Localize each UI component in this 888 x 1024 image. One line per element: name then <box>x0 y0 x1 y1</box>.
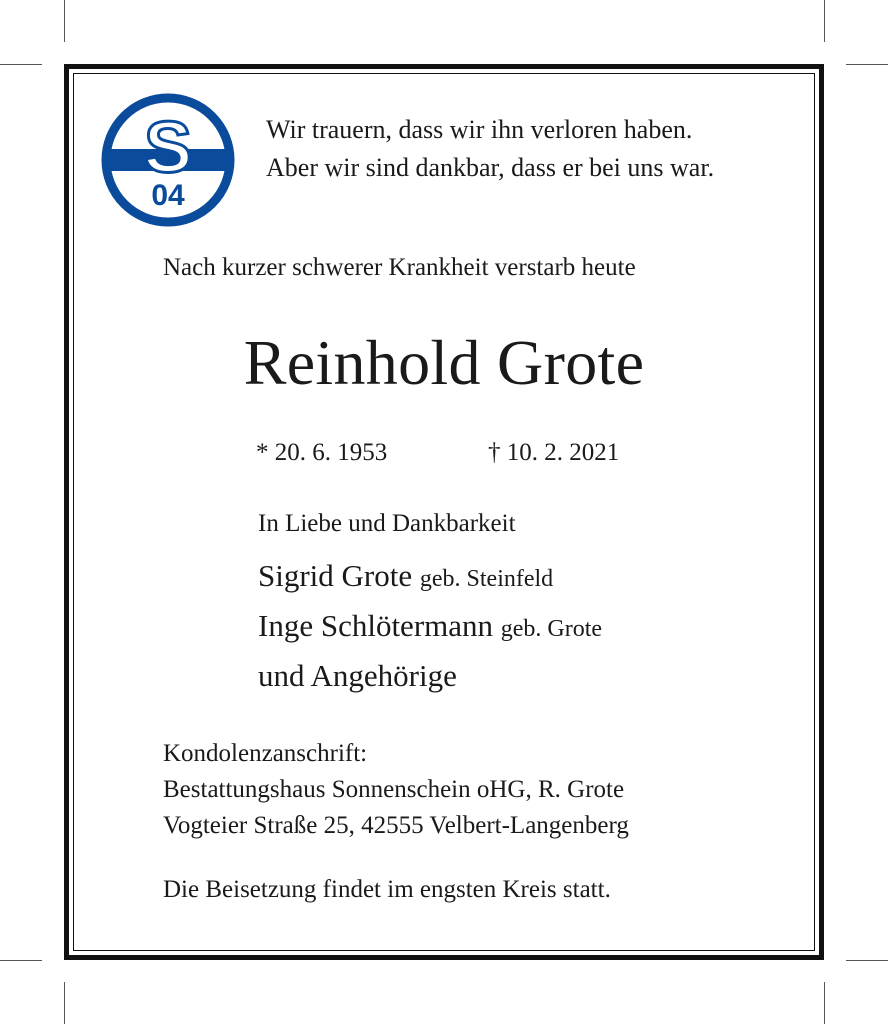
birth-date: * 20. 6. 1953 <box>256 439 388 466</box>
condolence-heading: Kondolenzanschrift: <box>163 740 368 767</box>
condolence-line-2: Vogteier Straße 25, 42555 Velbert-Langenberg <box>163 812 629 839</box>
closing-line: In Liebe und Dankbarkeit <box>258 510 516 537</box>
mourner-name: Sigrid Grote <box>258 558 413 593</box>
motto-line-2: Aber wir sind dankbar, dass er bei uns war. <box>266 153 715 182</box>
condolence-line-1: Bestattungshaus Sonnenschein oHG, R. Grote <box>163 776 625 803</box>
condolence-address <box>163 736 629 844</box>
mourner-maiden-name: geb. Steinfeld <box>419 566 554 592</box>
crop-mark <box>824 982 825 1024</box>
funeral-note: Die Beisetzung findet im engsten Kreis statt. <box>163 876 611 903</box>
mourner-maiden-name: geb. Grote <box>500 616 603 642</box>
crop-mark <box>824 0 825 42</box>
deceased-name: Reinhold Grote <box>243 327 645 398</box>
intro-text: Nach kurzer schwerer Krankheit verstarb heute <box>163 254 636 281</box>
crop-mark <box>64 982 65 1024</box>
mourner-line <box>258 658 457 694</box>
crop-mark <box>0 64 42 65</box>
logo-number: 04 <box>151 179 185 212</box>
crop-mark <box>0 960 42 961</box>
motto-line-1: Wir trauern, dass wir ihn verloren haben. <box>266 115 693 144</box>
logo-letter: S <box>143 108 193 188</box>
mourner-line <box>258 608 602 644</box>
club-logo <box>101 93 235 227</box>
mourner-name: und Angehörige <box>258 658 457 693</box>
crop-mark <box>64 0 65 42</box>
mourner-name: Inge Schlötermann <box>258 608 494 643</box>
crop-mark <box>846 960 888 961</box>
mourner-line <box>258 558 553 594</box>
motto <box>266 111 714 187</box>
death-date: † 10. 2. 2021 <box>488 439 620 466</box>
crop-mark <box>846 64 888 65</box>
